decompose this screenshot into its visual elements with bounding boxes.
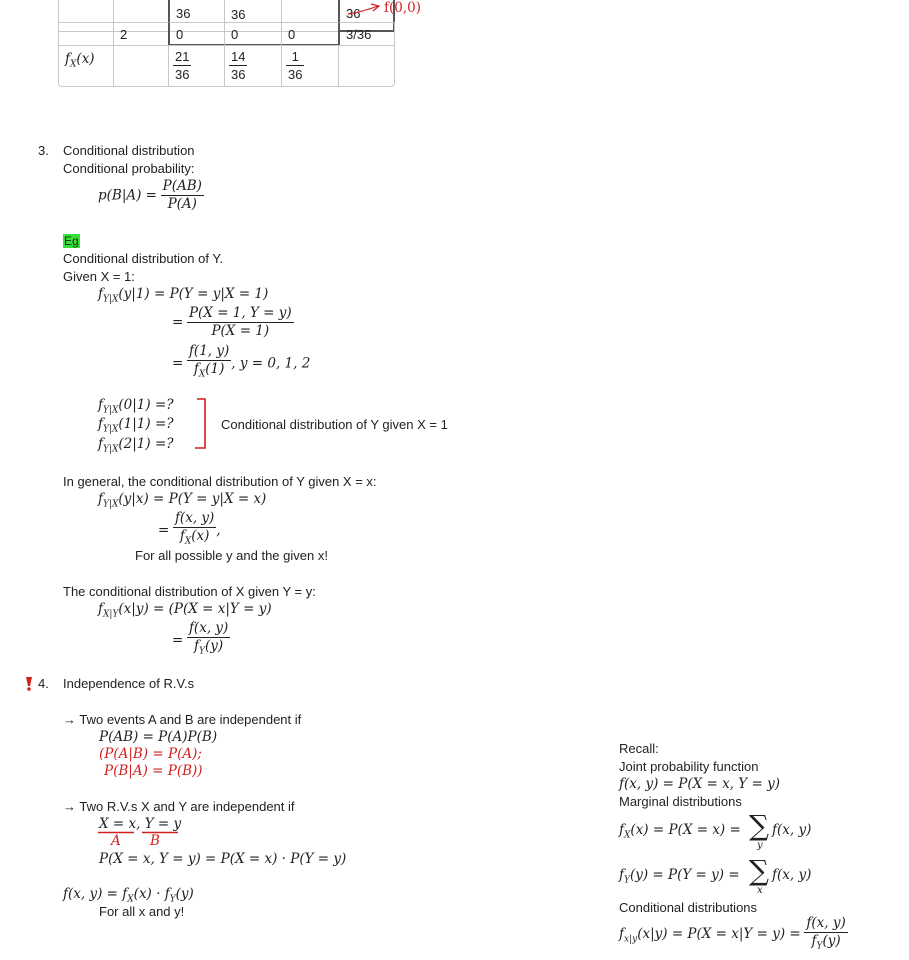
label-a: A (111, 833, 121, 849)
formula-line: P(AB) = P(A)P(B) (99, 729, 218, 745)
fx-label: $f_X(x)$ (65, 51, 95, 70)
sum-index: y (757, 840, 763, 851)
formula-line: $f_X(x) = P(X = x)$ = (619, 822, 741, 841)
table-fraction: $\frac{21}{36}$ (175, 49, 190, 82)
given-x-text: Given X = 1: (63, 269, 135, 284)
formula-line: P(X = x, Y = y) = P(X = x) · P(Y = y) (99, 851, 347, 867)
label-b: B (150, 833, 160, 849)
formula-line: $f_{Y|X}(y|1) = P(Y = y|X = 1)$ (98, 286, 269, 305)
table-cell (168, 22, 225, 46)
sigma-icon: ∑ (749, 809, 769, 842)
table-fraction: $\frac{1}{36}$ (288, 49, 303, 82)
formula-line: = $\frac{f(x, y)}{f_X(x)}$ , (158, 510, 221, 547)
formula-line: $f_{X|Y}(x|y) = (P(X = x|Y = y)$ (98, 601, 272, 620)
general-heading: In general, the conditional distribution of Y given X = x: (63, 474, 377, 489)
section-number: 4. (38, 676, 49, 691)
annotation-arrow-icon (344, 0, 384, 18)
formula-line: $f_Y(y) = P(Y = y)$ = (619, 867, 740, 886)
table-value: 36 (346, 6, 361, 21)
question-line: $f_{Y|X}(2|1)$ =? (98, 436, 174, 455)
sigma-icon: ∑ (749, 854, 769, 887)
recall-title: Recall: (619, 741, 659, 756)
table-cell (58, 22, 114, 46)
table-value: 3/36 (346, 27, 372, 42)
formula-line: f(x, y) (772, 822, 812, 838)
formula-line-red: P(B|A) = P(B)) (104, 763, 203, 779)
recall-joint: Joint probability function (619, 759, 759, 774)
formula-line-red: (P(A|B) = P(A); (99, 746, 202, 762)
table-fraction: $\frac{14}{36}$ (231, 49, 246, 82)
table-cell (338, 45, 395, 87)
table-cell (58, 45, 114, 87)
formula-line: = $\frac{f(x, y)}{f_Y(y)}$ (172, 620, 229, 657)
table-label: 2 (120, 27, 128, 42)
table-cell (224, 45, 282, 87)
exclamation-icon (24, 676, 34, 692)
question-line: $f_{Y|X}(1|1)$ =? (98, 416, 174, 435)
formula-line: $f_{Y|X}(y|x) = P(Y = y|X = x)$ (98, 491, 267, 510)
table-value: 0 (176, 27, 184, 42)
section-title: Conditional distribution (63, 143, 195, 158)
table-cell (168, 45, 225, 87)
condx-heading: The conditional distribution of X given Y = y: (63, 584, 316, 599)
annotation-f00: f(0,0) (384, 0, 421, 16)
recall-marginal: Marginal distributions (619, 794, 742, 809)
table-cell (338, 22, 395, 46)
formula-line: = $\frac{P(X = 1, Y = y)}{P(X = 1)}$ (172, 305, 292, 339)
table-value: 36 (176, 6, 191, 21)
question-line: $f_{Y|X}(0|1)$ =? (98, 397, 174, 416)
table-value: 36 (231, 7, 246, 22)
fraction: $\frac{P(AB)}{P(A)}$ (162, 178, 202, 212)
section-number: 3. (38, 143, 49, 158)
formula-line: X = x, Y = y (99, 816, 182, 832)
table-cell (281, 22, 339, 46)
sum-index: x (757, 885, 763, 896)
table-value: 0 (288, 27, 296, 42)
conditional-y-heading: Conditional distribution of Y. (63, 251, 223, 266)
formula-line: = $\frac{f(1, y)}{f_X(1)}$ , y = 0, 1, 2 (172, 343, 311, 380)
rvs-heading: → Two R.V.s X and Y are independent if (63, 799, 295, 814)
table-value: 0 (231, 27, 239, 42)
note-text: For all x and y! (99, 904, 185, 919)
bayes-formula: p(B|A) = $\frac{P(AB)}{P(A)}$ (98, 178, 202, 212)
conditional-probability-heading: Conditional probability: (63, 161, 195, 176)
bracket-label: Conditional distribution of Y given X = 1 (221, 417, 448, 432)
formula-line: f(x, y) = P(X = x, Y = y) (619, 776, 780, 792)
eg-highlight: Eg (64, 234, 79, 248)
table-cell (281, 45, 339, 87)
note-text: For all possible y and the given x! (135, 548, 328, 563)
recall-conditional: Conditional distributions (619, 900, 758, 915)
events-heading: → Two events A and B are independent if (63, 712, 302, 727)
formula-line: f(x, $y) = f_X(x) \cdot f_Y(y)$ (63, 886, 194, 905)
bracket-icon (190, 396, 210, 452)
table-cell (113, 45, 169, 87)
section-title: Independence of R.V.s (63, 676, 195, 691)
formula-line: f(x, y) (772, 867, 812, 883)
table-cell (224, 22, 282, 46)
formula-line: $f_{x|y}(x|y) = P(X = x|Y = y)$ = $\frac{f(x, y)}{f_Y(y)}$ (619, 915, 846, 952)
table-cell (113, 22, 169, 46)
